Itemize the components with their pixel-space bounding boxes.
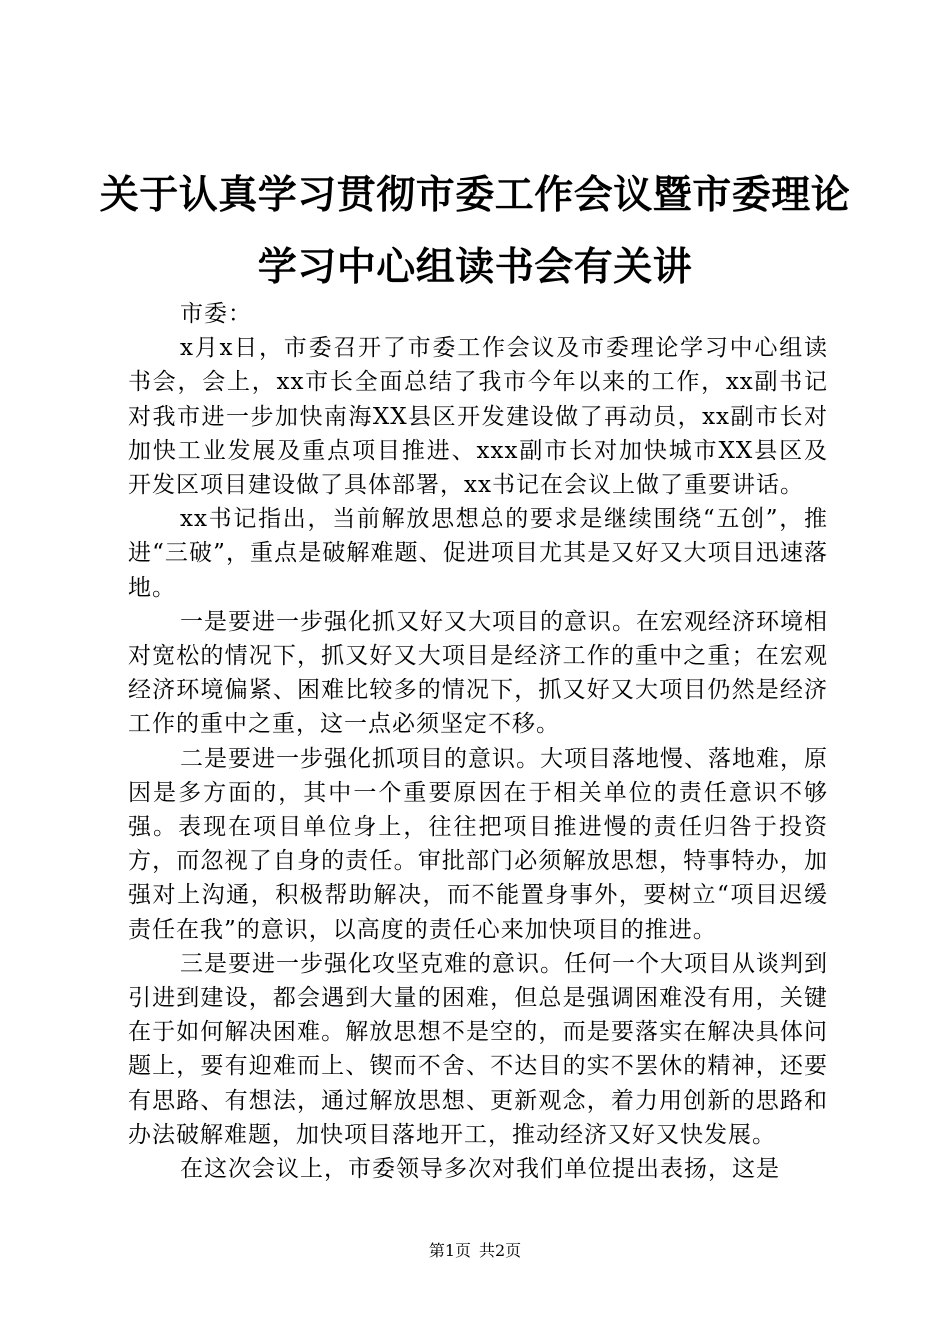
paragraph-closing: 在这次会议上，市委领导多次对我们单位提出表扬，这是 [180, 1156, 780, 1183]
page-number: 第1页 [428, 1241, 471, 1260]
document-title: 关于认真学习贯彻市委工作会议暨市委理论学习中心组读书会有关讲 [99, 173, 851, 290]
page-total: 共2页 [479, 1241, 522, 1260]
paragraph-point-three: 三是要进一步强化攻坚克难的意识。任何一个大项目从谈判到引进到建设，都会遇到大量的困难，但总是强调困难没有用，关键在于如何解决困难。解放思想不是空的，而是要落实在解决具体问题上，要有迎难而上、锲而不舍、不达目的实不罢休的精神，还要有思路、有想法，通过解放思想、更新观念，着力用创新的思路和办法破解难题，加快项目落地开工，推动经济又好又快发展。 [128, 950, 828, 1148]
paragraph-point-two: 二是要进一步强化抓项目的意识。大项目落地慢、落地难，原因是多方面的，其中一个重要原因在于相关单位的责任意识不够强。表现在项目单位身上，往往把项目推进慢的责任归咎于投资方，而忽视了自身的责任。审批部门必须解放思想，特事特办，加强对上沟通，积极帮助解决，而不能置身事外，要树立“项目迟缓责任在我”的意识，以高度的责任心来加快项目的推进。 [128, 745, 828, 943]
paragraph-point-one: 一是要进一步强化抓又好又大项目的意识。在宏观经济环境相对宽松的情况下，抓又好又大项目是经济工作的重中之重；在宏观经济环境偏紧、困难比较多的情况下，抓又好又大项目仍然是经济工作的重中之重，这一点必须坚定不移。 [128, 608, 828, 738]
document-body [128, 297, 828, 1186]
page-footer [0, 1240, 950, 1262]
paragraph-meeting-summary: x月x日，市委召开了市委工作会议及市委理论学习中心组读书会，会上，xx市长全面总结了我市今年以来的工作，xx副书记对我市进一步加快南海XX县区开发建设做了再动员，xx副市长对加快工业发展及重点项目推进、xxx副市长对加快城市XX县区及开发区项目建设做了具体部署，xx书记在会议上做了重要讲话。 [128, 335, 828, 499]
paragraph-secretary-points: xx书记指出，当前解放思想总的要求是继续围绕“五创”，推进“三破”，重点是破解难题、促进项目尤其是又好又大项目迅速落地。 [128, 506, 828, 601]
salutation: 市委： [180, 301, 252, 327]
